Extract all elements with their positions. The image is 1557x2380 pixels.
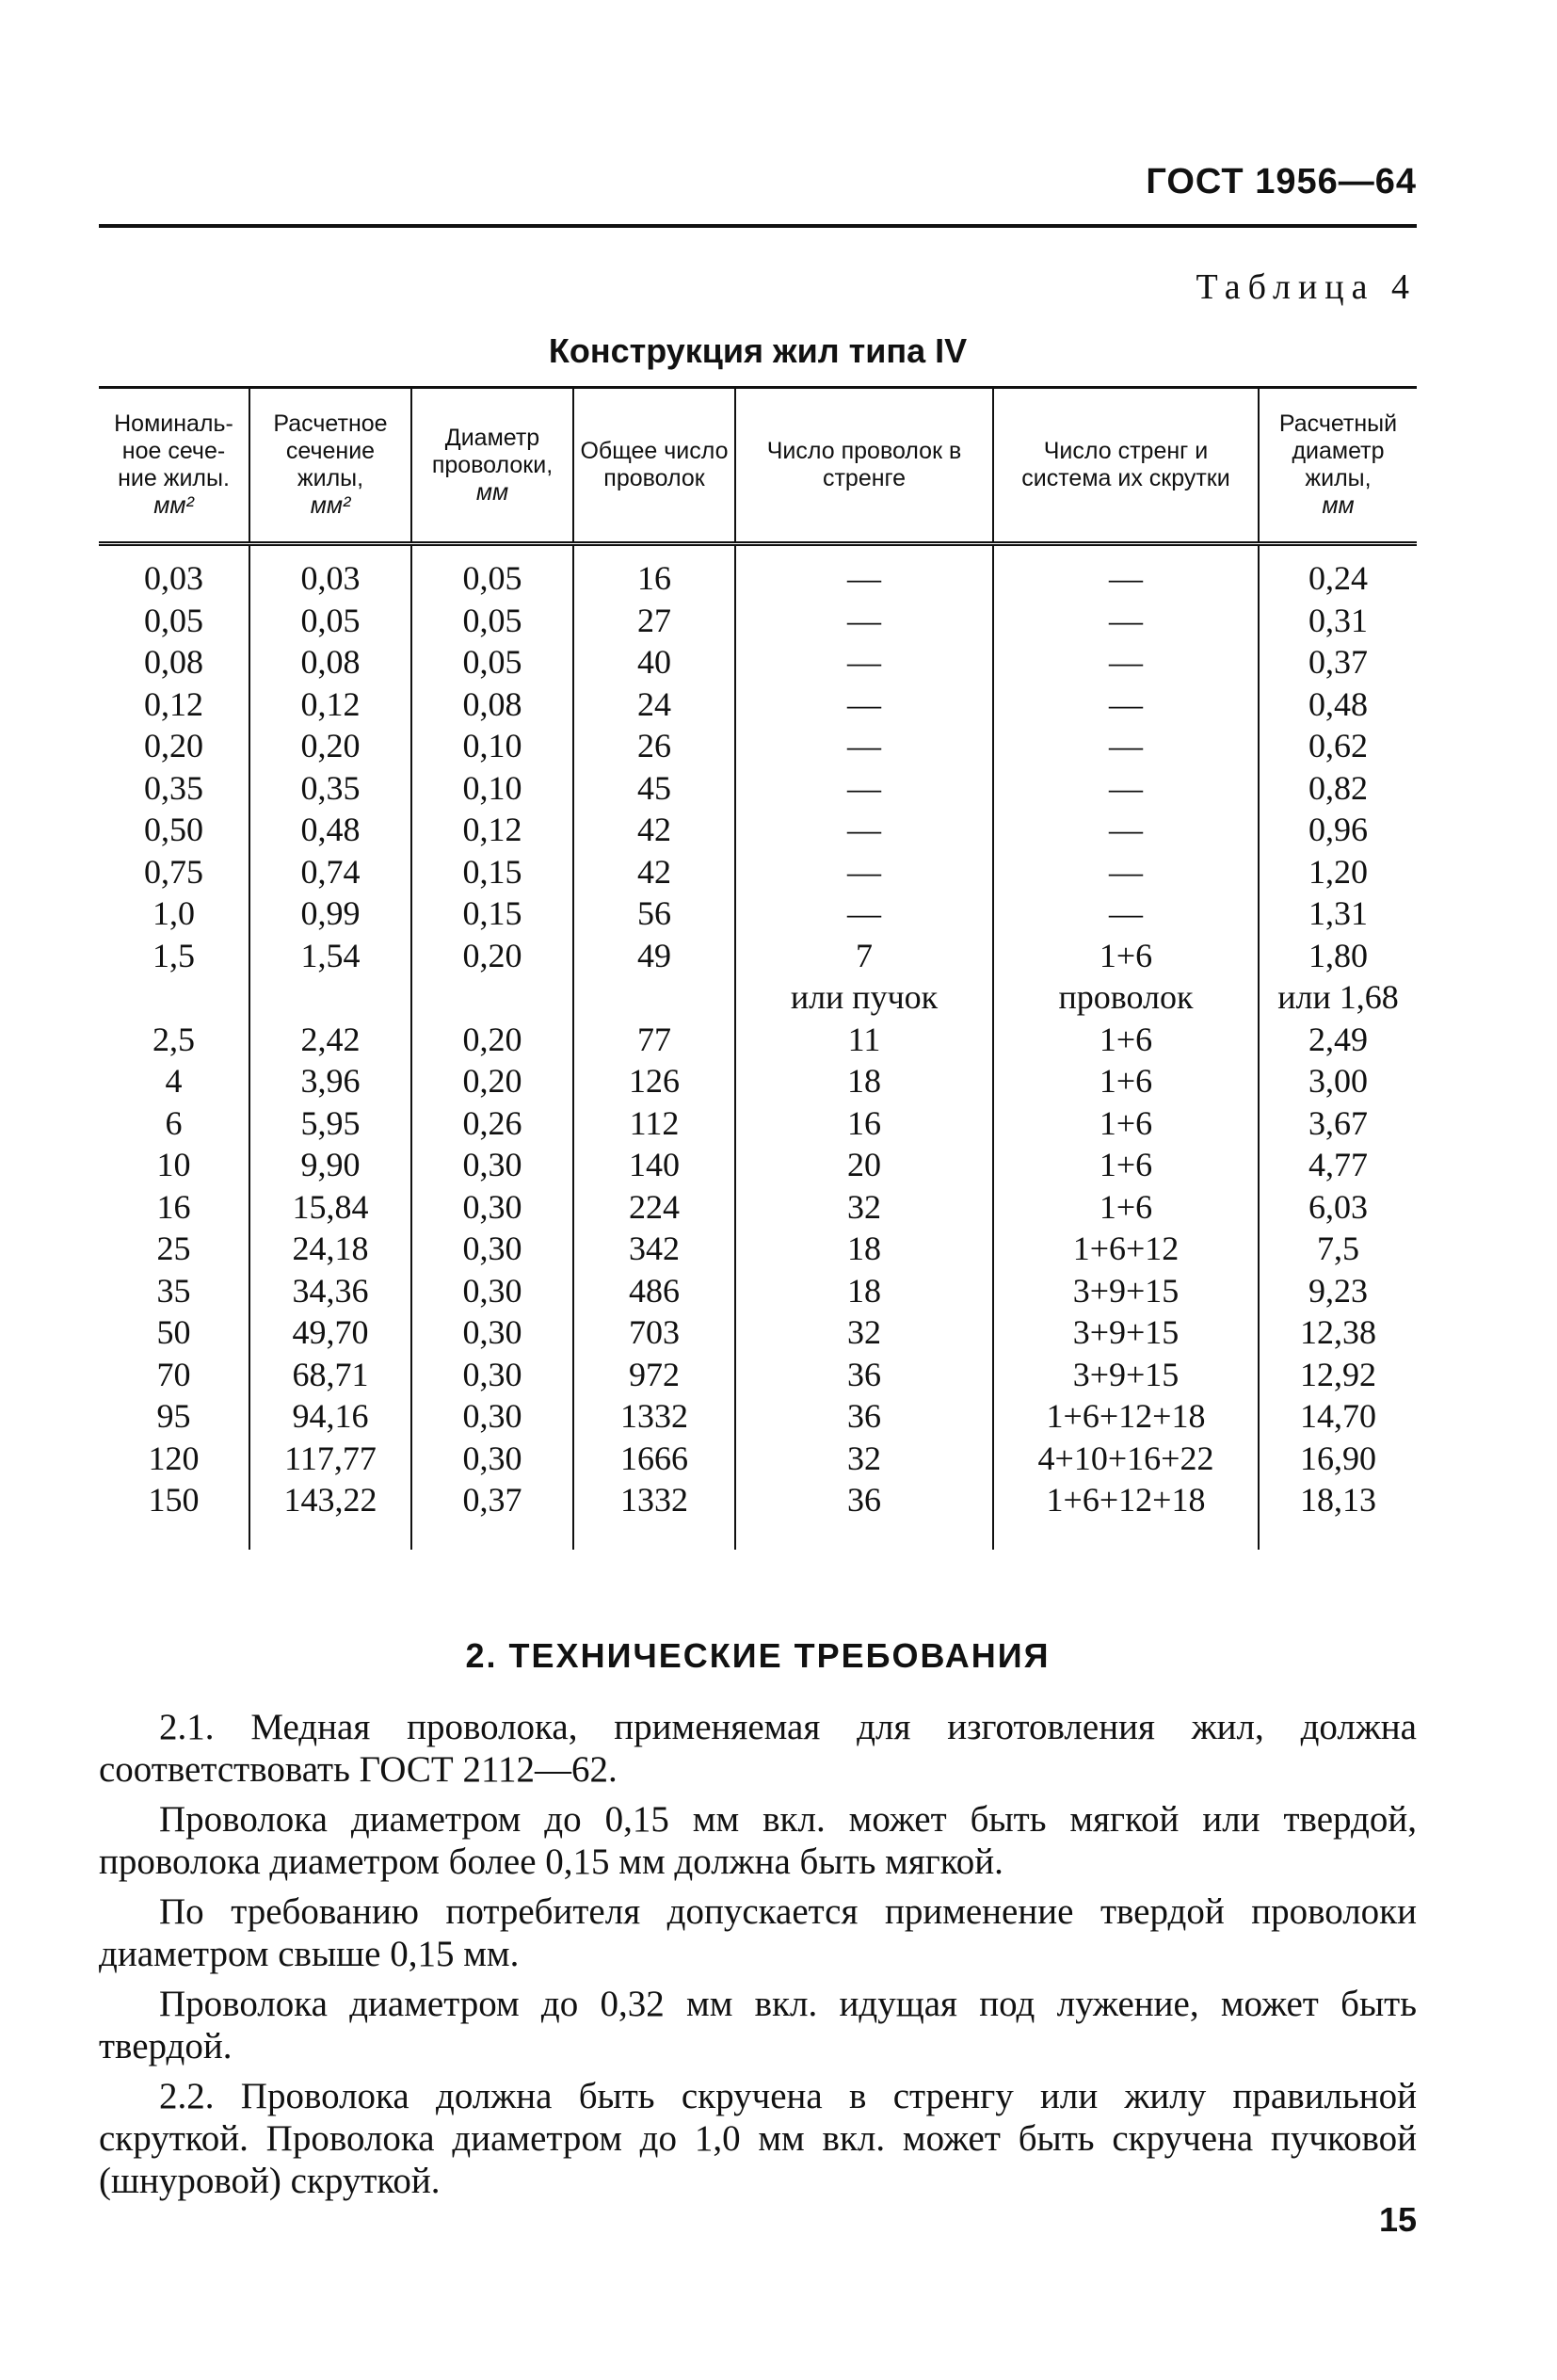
table-cell: 18 — [735, 1270, 993, 1312]
column-header-label: Номиналь- ное сече- ние жилы. — [114, 410, 233, 491]
table-cell: 35 — [156, 1271, 191, 1310]
paragraph-2-1: 2.1. Медная проволока, применяемая для изготовления жил, должна соответствовать ГОСТ 2112—62. — [99, 1707, 1417, 1790]
column-header-label: Число стренг и система их скрутки — [1021, 438, 1230, 491]
table-cell: — — [993, 767, 1259, 810]
table-cell: 6 — [165, 1103, 183, 1142]
column-header-unit: мм² — [153, 492, 194, 519]
table-cell: 12,92 — [1259, 1354, 1417, 1396]
table-cell: 36 — [735, 1354, 993, 1396]
table-cell: 1332 — [573, 1479, 735, 1550]
table-cell: 224 — [573, 1186, 735, 1229]
table-cell: 7,5 — [1259, 1228, 1417, 1270]
table-cell: — — [993, 725, 1259, 767]
table-cell: — — [993, 809, 1259, 851]
table-cell: 24,18 — [249, 1228, 411, 1270]
table-cell: 18 — [735, 1228, 993, 1270]
table-cell: 3+9+15 — [993, 1354, 1259, 1396]
table-cell: 36 — [735, 1395, 993, 1438]
table-cell: 0,08 — [249, 641, 411, 683]
table-cell: 1332 — [573, 1395, 735, 1438]
table-cell: 1+6 — [993, 1186, 1259, 1229]
table-cell: 972 — [573, 1354, 735, 1396]
table-cell: 143,22 — [249, 1479, 411, 1550]
table-cell: 0,05 — [411, 600, 573, 642]
table-cell: 34,36 — [249, 1270, 411, 1312]
paragraph-2-2: 2.2. Проволока должна быть скручена в стренгу или жилу правильной скруткой. Проволока диаметром до 1,0 мм вкл. может быть скручена пучковой (шнуровой) скруткой. — [99, 2076, 1417, 2201]
table-cell: 42 — [573, 851, 735, 893]
table-cell: 1+6 — [993, 935, 1259, 977]
table-row — [99, 976, 1417, 1019]
table-cell: 1,0 — [152, 894, 195, 932]
table-cell: 0,30 — [411, 1186, 573, 1229]
table-cell: 0,75 — [144, 852, 203, 891]
table-cell: 0,31 — [1259, 600, 1417, 642]
table-row — [99, 1228, 1417, 1270]
table-cell: 703 — [573, 1311, 735, 1354]
table-cell: 12,38 — [1259, 1311, 1417, 1354]
table-cell: — — [735, 851, 993, 893]
table-cell: — — [993, 544, 1259, 600]
table-cell: 0,12 — [144, 684, 203, 723]
table-row — [99, 544, 1417, 600]
table-cell: 0,30 — [411, 1395, 573, 1438]
table-cell: — — [993, 641, 1259, 683]
table-cell: 112 — [573, 1102, 735, 1145]
table-cell: 1+6 — [993, 1102, 1259, 1145]
table-number: Таблица 4 — [1196, 267, 1417, 307]
table-row — [99, 1311, 1417, 1354]
table-cell: 2,42 — [249, 1019, 411, 1061]
table-cell: 16 — [573, 544, 735, 600]
table-cell: 25 — [156, 1230, 191, 1267]
table-cell: 0,30 — [411, 1228, 573, 1270]
table-cell: 117,77 — [249, 1438, 411, 1480]
table-cell: 49 — [573, 935, 735, 977]
table-cell: 0,37 — [1259, 641, 1417, 683]
table-cell: 0,05 — [411, 641, 573, 683]
table-row — [99, 1102, 1417, 1145]
table-cell: 0,10 — [411, 767, 573, 810]
table-cell: — — [735, 600, 993, 642]
paragraph-soft-hard-wire: Проволока диаметром до 0,15 мм вкл. может быть мягкой или твердой, проволока диаметром более 0,15 мм должна быть мягкой. — [99, 1799, 1417, 1882]
table-cell: 150 — [148, 1481, 200, 1519]
table-row — [99, 1060, 1417, 1102]
paragraph-consumer-request: По требованию потребителя допускается применение твердой проволоки диаметром свыше 0,15 мм. — [99, 1891, 1417, 1974]
table-cell: 1+6 — [993, 1144, 1259, 1186]
column-header-label: Расчетное сечение жилы, — [273, 410, 388, 491]
table-cell: 0,30 — [411, 1354, 573, 1396]
table-cell: 1,80 — [1259, 935, 1417, 977]
table-cell: 0,15 — [411, 892, 573, 935]
table-cell: 486 — [573, 1270, 735, 1312]
table-cell: или 1,68 — [1259, 976, 1417, 1019]
table-row — [99, 1395, 1417, 1438]
table-cell: 16,90 — [1259, 1438, 1417, 1480]
table-cell: 16 — [156, 1187, 191, 1226]
table-cell: — — [993, 851, 1259, 893]
table-cell — [573, 976, 735, 1019]
table-row — [99, 641, 1417, 683]
table-cell — [249, 976, 411, 1019]
table-header-row — [99, 388, 1417, 544]
table-cell: 24 — [573, 683, 735, 726]
column-header — [735, 388, 993, 544]
column-header-label: Диаметр проволоки, — [431, 424, 554, 478]
wire-construction-table — [99, 386, 1417, 1550]
table-row — [99, 851, 1417, 893]
table-cell: 126 — [573, 1060, 735, 1102]
table-cell: — — [735, 641, 993, 683]
table-cell: 0,05 — [411, 544, 573, 600]
column-header — [99, 388, 249, 544]
table-cell: 77 — [573, 1019, 735, 1061]
table-cell: — — [735, 809, 993, 851]
table-cell: 40 — [573, 641, 735, 683]
table-cell: 3+9+15 — [993, 1311, 1259, 1354]
table-cell: 1+6 — [993, 1060, 1259, 1102]
table-cell: — — [993, 683, 1259, 726]
running-head: ГОСТ 1956—64 — [1146, 162, 1417, 201]
table-cell: 9,23 — [1259, 1270, 1417, 1312]
table-cell: 1+6+12 — [993, 1228, 1259, 1270]
body-text — [99, 1706, 1417, 2210]
table-cell: 18,13 — [1259, 1479, 1417, 1550]
table-cell: 0,20 — [411, 1019, 573, 1061]
table-row — [99, 1354, 1417, 1396]
table-cell: 32 — [735, 1438, 993, 1480]
table-cell: 3,67 — [1259, 1102, 1417, 1145]
table-cell: 0,30 — [411, 1311, 573, 1354]
table-row — [99, 1186, 1417, 1229]
column-header — [249, 388, 411, 544]
table-cell: — — [735, 725, 993, 767]
table-cell: 70 — [156, 1355, 191, 1393]
table-cell: 120 — [148, 1439, 200, 1477]
table-row — [99, 935, 1417, 977]
table-cell: 0,08 — [411, 683, 573, 726]
header-rule — [99, 224, 1417, 228]
table-cell: 0,03 — [249, 544, 411, 600]
table-cell: 0,20 — [411, 1060, 573, 1102]
table-cell: 0,03 — [144, 559, 203, 597]
column-header-unit: мм — [475, 478, 509, 506]
table-cell: 0,20 — [144, 727, 203, 764]
table-cell: 4+10+16+22 — [993, 1438, 1259, 1480]
table-cell: 1+6+12+18 — [993, 1479, 1259, 1550]
table-cell: 0,99 — [249, 892, 411, 935]
table-cell: 0,05 — [144, 601, 203, 639]
table-cell: 49,70 — [249, 1311, 411, 1354]
table-row — [99, 1144, 1417, 1186]
table-cell: 1,5 — [152, 936, 195, 974]
column-header-unit: мм — [1322, 492, 1355, 519]
table-cell: 15,84 — [249, 1186, 411, 1229]
table-row — [99, 725, 1417, 767]
table-cell: 1,31 — [1259, 892, 1417, 935]
table-cell: 0,15 — [411, 851, 573, 893]
table-row — [99, 1019, 1417, 1061]
table-cell: 94,16 — [249, 1395, 411, 1438]
table-cell: 0,74 — [249, 851, 411, 893]
column-header-label: Число проволок в стренге — [766, 438, 962, 491]
table-cell: — — [735, 767, 993, 810]
column-header — [411, 388, 573, 544]
table-cell: 2,49 — [1259, 1019, 1417, 1061]
page-number: 15 — [1378, 2200, 1417, 2239]
table-cell: 0,48 — [1259, 683, 1417, 726]
table-cell: 0,48 — [249, 809, 411, 851]
table-cell: 45 — [573, 767, 735, 810]
table-cell: 42 — [573, 809, 735, 851]
table-cell: 16 — [735, 1102, 993, 1145]
table-cell: 14,70 — [1259, 1395, 1417, 1438]
table-row — [99, 600, 1417, 642]
table-row — [99, 1479, 1417, 1550]
table-cell: 6,03 — [1259, 1186, 1417, 1229]
table-row — [99, 1438, 1417, 1480]
table-cell: 0,08 — [144, 643, 203, 681]
table-cell: 4 — [165, 1062, 183, 1100]
table-cell: 0,37 — [411, 1479, 573, 1550]
table-cell: 3+9+15 — [993, 1270, 1259, 1312]
table-cell: 0,20 — [249, 725, 411, 767]
table-cell: 0,20 — [411, 935, 573, 977]
table-row — [99, 1270, 1417, 1312]
table-cell: 0,82 — [1259, 767, 1417, 810]
column-header — [573, 388, 735, 544]
table-cell: 9,90 — [249, 1144, 411, 1186]
table-row — [99, 683, 1417, 726]
table-cell: 56 — [573, 892, 735, 935]
table-cell: 7 — [735, 935, 993, 977]
table-cell: 95 — [156, 1397, 191, 1435]
table-cell: 50 — [156, 1313, 191, 1351]
table-cell: 10 — [156, 1146, 191, 1183]
document-page — [99, 0, 1417, 2380]
table-cell: 0,12 — [249, 683, 411, 726]
table-cell — [411, 976, 573, 1019]
table-cell: 18 — [735, 1060, 993, 1102]
table-cell: 11 — [735, 1019, 993, 1061]
table-cell: 1,20 — [1259, 851, 1417, 893]
table-cell: 140 — [573, 1144, 735, 1186]
table-cell: проволок — [993, 976, 1259, 1019]
table-cell: 0,30 — [411, 1144, 573, 1186]
table-cell: или пучок — [735, 976, 993, 1019]
table-row — [99, 767, 1417, 810]
table-cell: 0,35 — [144, 768, 203, 807]
table-cell: 20 — [735, 1144, 993, 1186]
table-cell: 0,50 — [144, 811, 203, 848]
table-cell: 1,54 — [249, 935, 411, 977]
table-cell: — — [735, 892, 993, 935]
table-cell: 0,26 — [411, 1102, 573, 1145]
column-header — [1259, 388, 1417, 544]
table-cell: — — [735, 544, 993, 600]
table-cell: 5,95 — [249, 1102, 411, 1145]
table-cell: 4,77 — [1259, 1144, 1417, 1186]
table-cell: 36 — [735, 1479, 993, 1550]
table-cell: 0,05 — [249, 600, 411, 642]
table-cell: 2,5 — [152, 1020, 195, 1058]
table-cell: 32 — [735, 1311, 993, 1354]
column-header — [993, 388, 1259, 544]
table-cell: 0,96 — [1259, 809, 1417, 851]
table-cell: 0,10 — [411, 725, 573, 767]
table-cell: 0,12 — [411, 809, 573, 851]
table-cell: 0,62 — [1259, 725, 1417, 767]
table-cell: 0,30 — [411, 1438, 573, 1480]
column-header-unit: мм² — [310, 492, 351, 519]
table-title: Конструкция жил типа IV — [548, 331, 968, 370]
table-cell: 3,96 — [249, 1060, 411, 1102]
table-cell: — — [735, 683, 993, 726]
table-cell: 26 — [573, 725, 735, 767]
table-cell: — — [993, 600, 1259, 642]
table-cell: 342 — [573, 1228, 735, 1270]
column-header-label: Расчетный диаметр жилы, — [1278, 410, 1398, 491]
table-cell: — — [993, 892, 1259, 935]
table-cell: 1666 — [573, 1438, 735, 1480]
table-cell: 0,35 — [249, 767, 411, 810]
table-row — [99, 809, 1417, 851]
table-cell: 1+6 — [993, 1019, 1259, 1061]
table-cell: 3,00 — [1259, 1060, 1417, 1102]
table-cell: 32 — [735, 1186, 993, 1229]
table-cell: 1+6+12+18 — [993, 1395, 1259, 1438]
table-cell: 0,24 — [1259, 544, 1417, 600]
table-cell: 68,71 — [249, 1354, 411, 1396]
table-body — [99, 544, 1417, 1550]
section-title: 2. ТЕХНИЧЕСКИЕ ТРЕБОВАНИЯ — [465, 1636, 1051, 1675]
table-cell: 27 — [573, 600, 735, 642]
column-header-label: Общее число проволок — [580, 438, 729, 491]
table-row — [99, 892, 1417, 935]
table-cell: 0,30 — [411, 1270, 573, 1312]
paragraph-tinning: Проволока диаметром до 0,32 мм вкл. идущая под лужение, может быть твердой. — [99, 1984, 1417, 2066]
table-cell — [99, 976, 249, 1019]
